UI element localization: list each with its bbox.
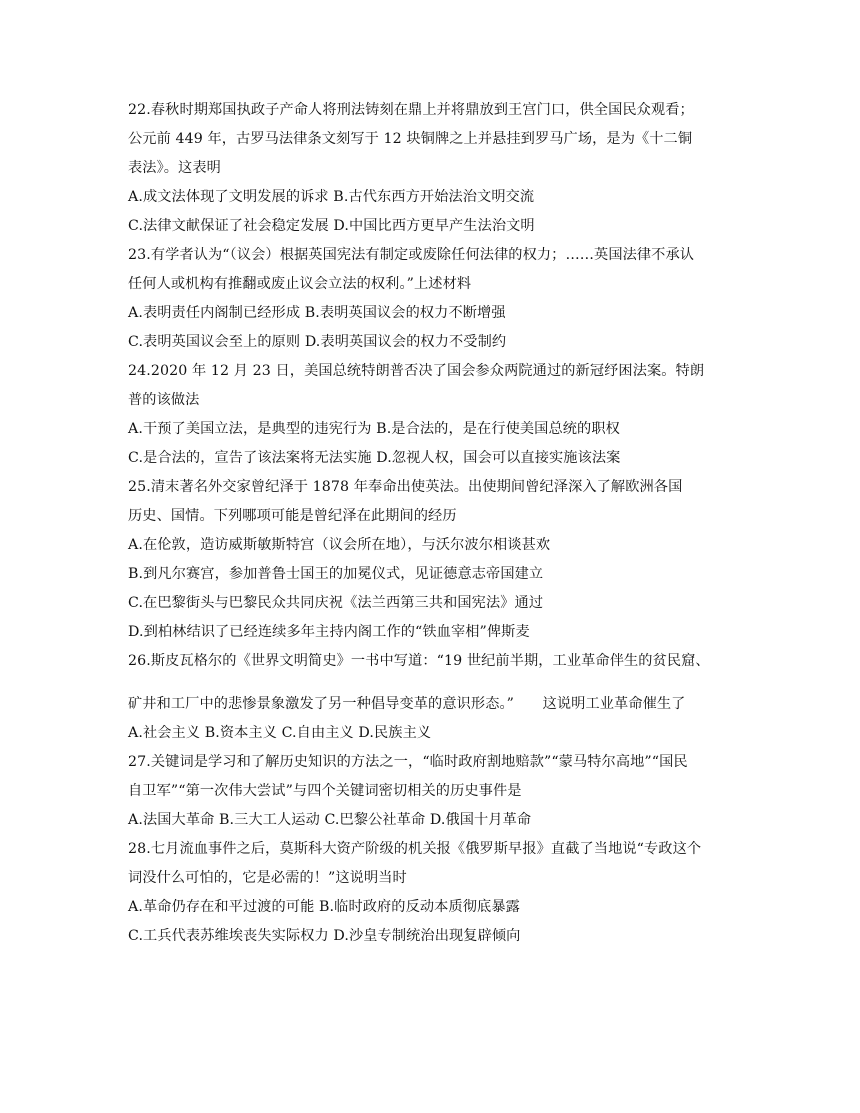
q27-stem-line-1: 27.关键词是学习和了解历史知识的方法之一，“临时政府割地赔款”“蒙马特尔高地”“国民 [128,754,688,770]
q25-option-b: B.到凡尔赛宫，参加普鲁士国王的加冕仪式，见证德意志帝国建立 [128,566,544,582]
q28-stem-line-1: 28.七月流血事件之后，莫斯科大资产阶级的机关报《俄罗斯早报》直截了当地说“专政这个 [128,841,702,857]
q25-stem-line-2: 历史、国情。下列哪项可能是曾纪泽在此期间的经历 [128,508,457,524]
q25-stem-line-1: 25.清末著名外交家曾纪泽于 1878 年奉命出使英法。出使期间曾纪泽深入了解欧洲各国 [128,479,683,495]
q28-options-ab: A.革命仍存在和平过渡的可能 B.临时政府的反动本质彻底暴露 [128,899,520,915]
q23-options-cd: C.表明英国议会至上的原则 D.表明英国议会的权力不受制约 [128,334,507,350]
q22-options-ab: A.成文法体现了文明发展的诉求 B.古代东西方开始法治文明交流 [128,189,535,205]
q24-stem-line-1: 24.2020 年 12 月 23 日，美国总统特朗普否决了国会参众两院通过的新冠纾困法案。特朗 [128,363,705,379]
q23-stem-line-2: 任何人或机构有推翻或废止议会立法的权利。”上述材料 [128,276,472,292]
q27-stem-line-2: 自卫军”“第一次伟大尝试”与四个关键词密切相关的历史事件是 [128,783,522,799]
q28-stem-line-2: 词没什么可怕的，它是必需的！”这说明当时 [128,870,407,886]
q24-options-ab: A.干预了美国立法，是典型的违宪行为 B.是合法的，是在行使美国总统的职权 [128,421,620,437]
paragraph-gap [128,676,728,690]
q23-stem-line-1: 23.有学者认为“（议会）根据英国宪法有制定或废除任何法律的权力；……英国法律不承认 [128,247,695,263]
q26-options: A.社会主义 B.资本主义 C.自由主义 D.民族主义 [128,725,432,741]
q27-options: A.法国大革命 B.三大工人运动 C.巴黎公社革命 D.俄国十月革命 [128,812,532,828]
q25-option-a: A.在伦敦，造访威斯敏斯特宫（议会所在地），与沃尔波尔相谈甚欢 [128,537,551,553]
q23-options-ab: A.表明责任内阁制已经形成 B.表明英国议会的权力不断增强 [128,305,506,321]
q28-options-cd: C.工兵代表苏维埃丧失实际权力 D.沙皇专制统治出现复辟倾向 [128,928,521,944]
document-page [128,96,728,951]
q25-option-c: C.在巴黎街头与巴黎民众共同庆祝《法兰西第三共和国宪法》通过 [128,595,544,611]
q22-options-cd: C.法律文献保证了社会稳定发展 D.中国比西方更早产生法治文明 [128,218,535,234]
q22-stem-line-3: 表法》。这表明 [128,160,221,176]
q22-stem-line-1: 22.春秋时期郑国执政子产命人将刑法铸刻在鼎上并将鼎放到王宫门口，供全国民众观看； [128,102,694,118]
q24-stem-line-2: 普的该做法 [128,392,200,408]
q26-stem-line-1: 26.斯皮瓦格尔的《世界文明简史》一书中写道：“19 世纪前半期，工业革命伴生的贫民窟、 [128,653,710,669]
q26-stem-line-2: 矿井和工厂中的悲惨景象激发了另一种倡导变革的意识形态。” 这说明工业革命催生了 [128,696,686,712]
q24-options-cd: C.是合法的，宣告了该法案将无法实施 D.忽视人权，国会可以直接实施该法案 [128,450,621,466]
q22-stem-line-2: 公元前 449 年，古罗马法律条文刻写于 12 块铜牌之上并悬挂到罗马广场，是为《十二铜 [128,131,693,147]
q25-option-d: D.到柏林结识了已经连续多年主持内阁工作的“铁血宰相”俾斯麦 [128,624,530,640]
